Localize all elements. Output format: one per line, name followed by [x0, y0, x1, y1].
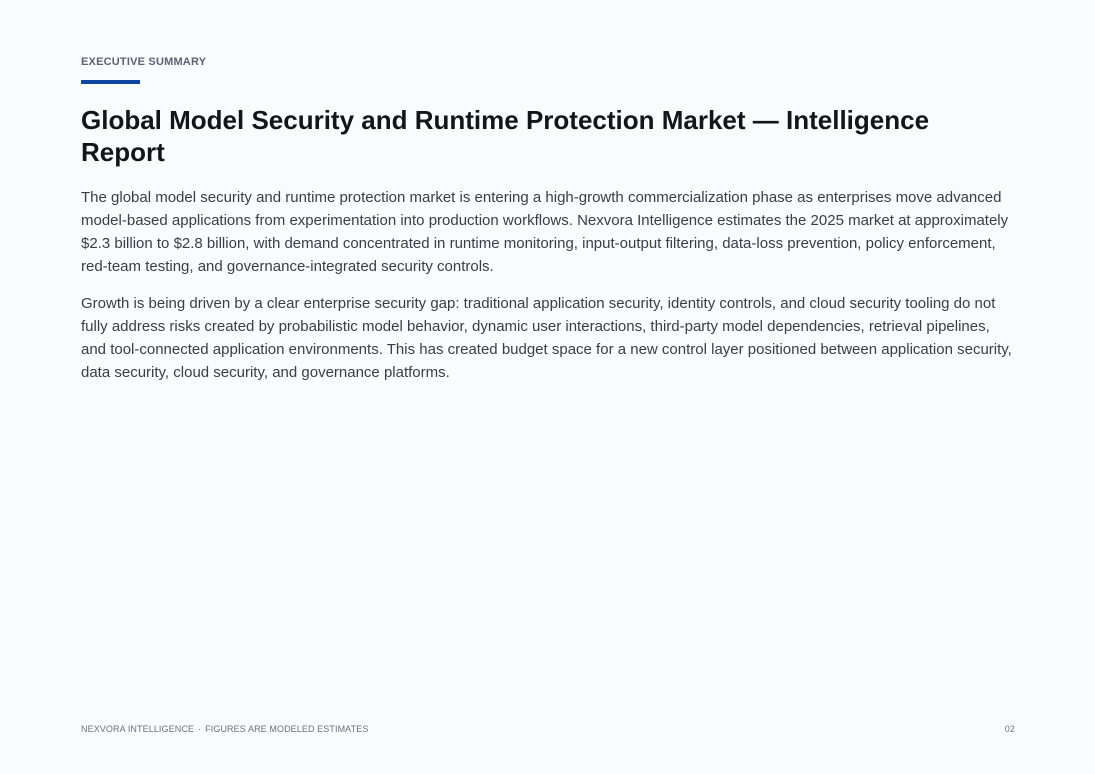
footer-left	[81, 724, 368, 734]
footer-brand: NEXVORA INTELLIGENCE	[81, 724, 195, 734]
report-page	[81, 0, 1015, 774]
summary-paragraph-1: The global model security and runtime protection market is entering a high-growth commercialization phase as enterprises move advanced model-based applications from experimentation into production workflows. Nexvora Intelligence estimates the 2025 market at approximately $2.3 billion to $2.8 billion, with demand concentrated in runtime monitoring, input-output filtering, data-loss prevention, policy enforcement, red-team testing, and governance-integrated security controls.	[81, 189, 1009, 275]
footer-separator: ·	[198, 724, 202, 734]
page-footer	[81, 724, 1015, 734]
page-number: 02	[1004, 724, 1015, 734]
accent-bar	[81, 80, 140, 84]
page-title: Global Model Security and Runtime Protection Market — Intelligence Report	[81, 105, 930, 167]
footer-note: FIGURES ARE MODELED ESTIMATES	[205, 724, 369, 734]
section-label: EXECUTIVE SUMMARY	[81, 56, 207, 68]
summary-body	[81, 186, 1015, 398]
summary-paragraph-2: Growth is being driven by a clear enterprise security gap: traditional application security, identity controls, and cloud security tooling do not fully address risks created by probabilistic model behavior, dynamic user interactions, third-party model dependencies, retrieval pipelines, and tool-connected application environments. This has created budget space for a new control layer positioned between application security, data security, cloud security, and governance platforms.	[81, 295, 1012, 381]
